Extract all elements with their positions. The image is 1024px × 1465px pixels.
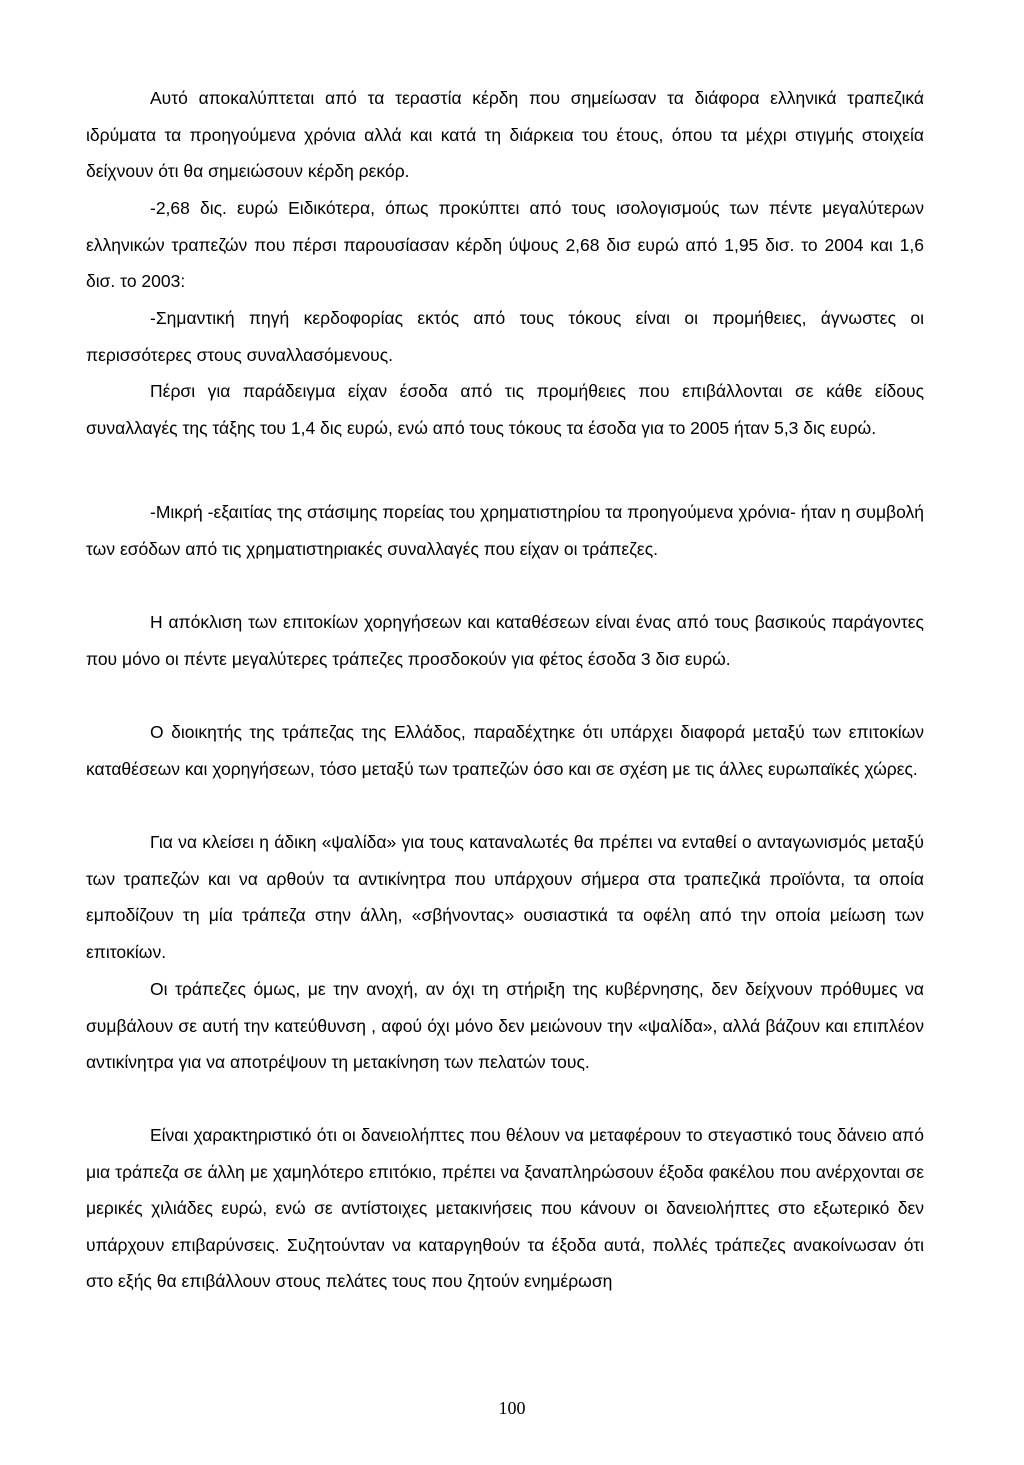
paragraph-stock-exchange: -Μικρή -εξαιτίας της στάσιμης πορείας του χρηματιστηρίου τα προηγούμενα χρόνια- ήταν η συμβολή των εσόδων από τις χρηματιστηριακές συναλλαγές που είχαν οι τράπεζες. [86, 502, 924, 559]
paragraph-competition: Για να κλείσει η άδικη «ψαλίδα» για τους καταναλωτές θα πρέπει να ενταθεί ο ανταγωνισμός μεταξύ των τραπεζών και να αρθούν τα αντικίνητρα που υπάρχουν σήμερα στα τραπεζικά προϊόντα, τα οποία εμποδίζουν τη μία τράπεζα στην άλλη, «σβήνοντας» ουσιαστικά τα οφέλη από την οποία μείωση των επιτοκίων. [86, 832, 924, 962]
paragraph-commission-revenue: Πέρσι για παράδειγμα είχαν έσοδα από τις προμήθειες που επιβάλλονται σε κάθε είδους συναλλαγές της τάξης του 1,4 δις ευρώ, ενώ από τους τόκους τα έσοδα για το 2005 ήταν 5,3 δις ευρώ. [86, 381, 924, 438]
paragraph-banks-reluctance: Οι τράπεζες όμως, με την ανοχή, αν όχι τη στήριξη της κυβέρνησης, δεν δείχνουν πρόθυμες να συμβάλουν σε αυτή την κατεύθυνση , αφού όχι μόνο δεν μειώνουν την «ψαλίδα», αλλά βάζουν και επιπλέον αντικίνητρα για να αποτρέψουν τη μετακίνηση των πελατών τους. [86, 979, 924, 1072]
paragraph-interest-spread: Η απόκλιση των επιτοκίων χορηγήσεων και καταθέσεων είναι ένας από τους βασικούς παράγοντες που μόνο οι πέντε μεγαλύτερες τράπεζες προσδοκούν για φέτος έσοδα 3 δισ ευρώ. [86, 612, 924, 669]
paragraph-record-profits: Αυτό αποκαλύπτεται από τα τεραστία κέρδη που σημείωσαν τα διάφορα ελληνικά τραπεζικά ιδρύματα τα προηγούμενα χρόνια αλλά και κατά τη διάρκεια του έτους, όπου τα μέχρι στιγμής στοιχεία δείχνουν ότι θα σημειώσουν κέρδη ρεκόρ. [86, 88, 924, 181]
paragraph-profits-figures: -2,68 δις. ευρώ Ειδικότερα, όπως προκύπτει από τους ισολογισμούς των πέντε μεγαλύτερων ελληνικών τραπεζών που πέρσι παρουσίασαν κέρδη ύψους 2,68 δισ ευρώ από 1,95 δισ. το 2004 και 1,6 δισ. το 2003: [86, 198, 924, 291]
paragraph-commissions-source: -Σημαντική πηγή κερδοφορίας εκτός από τους τόκους είναι οι προμήθειες, άγνωστες οι περισσότερες στους συναλλασόμενους. [86, 308, 924, 365]
page-number: 100 [498, 1398, 526, 1418]
paragraph-borrowers-fees: Είναι χαρακτηριστικό ότι οι δανειολήπτες που θέλουν να μεταφέρουν το στεγαστικό τους δάνειο από μια τράπεζα σε άλλη με χαμηλότερο επιτόκιο, πρέπει να ξαναπληρώσουν έξοδα φακέλου που ανέρχονται σε μερικές χιλιάδες ευρώ, ενώ σε αντίστοιχες μετακινήσεις που κάνουν οι δανειολήπτες στο εξωτερικό δεν υπάρχουν επιβαρύνσεις. Συζητούνταν να καταργηθούν τα έξοδα αυτά, πολλές τράπεζες ανακοίνωσαν ότι στο εξής θα επιβάλλουν στους πελάτες τους που ζητούν ενημέρωση [86, 1125, 924, 1291]
paragraph-governor-statement: Ο διοικητής της τράπεζας της Ελλάδος, παραδέχτηκε ότι υπάρχει διαφορά μεταξύ των επιτοκίων καταθέσεων και χορηγήσεων, τόσο μεταξύ των τραπεζών όσο και σε σχέση με τις άλλες ευρωπαϊκές χώρες. [86, 722, 924, 779]
